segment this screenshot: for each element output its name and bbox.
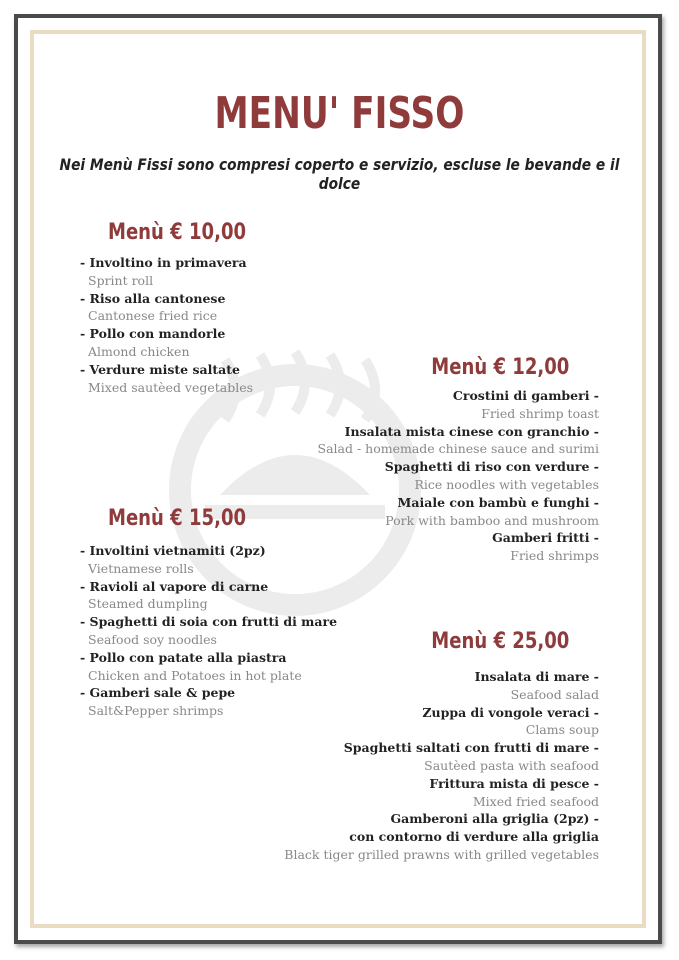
menu-item-desc: Pork with bamboo and mushroom	[385, 512, 599, 528]
page-title: MENU' FISSO	[214, 88, 465, 139]
menu-item-dish: Crostini di gamberi -	[452, 388, 599, 403]
menu-item-desc: Sprint roll	[88, 272, 154, 288]
menu-item-desc: Seafood soy noodles	[88, 631, 217, 647]
menu-item-dish: - Gamberi sale & pepe	[80, 685, 236, 701]
menu-item-dish: Insalata di mare -	[474, 669, 599, 684]
menu-item-dish: Frittura mista di pesce -	[429, 775, 599, 791]
menu-item-dish: Spaghetti saltati con frutti di mare -	[343, 740, 599, 756]
menu-25-list	[284, 668, 599, 864]
menu-item-dish: - Involtini vietnamiti (2pz)	[80, 543, 266, 558]
menu-10-list	[80, 254, 253, 396]
menu-item-dish: Gamberi fritti -	[492, 530, 599, 546]
menu-item-desc: Steamed dumpling	[88, 596, 208, 612]
menu-10-heading: Menù € 10,00	[108, 220, 247, 245]
menu-item-dish: Maiale con bambù e funghi -	[397, 494, 599, 510]
menu-item-dish: Gamberoni alla griglia (2pz) -	[390, 811, 599, 827]
menu-item-desc: Black tiger grilled prawns with grilled vegetables	[284, 846, 599, 862]
menu-item-desc: Fried shrimps	[510, 548, 599, 564]
menu-item-dish: Zuppa di vongole veraci -	[422, 704, 599, 720]
menu-item-dish: Insalata mista cinese con granchio -	[344, 423, 599, 439]
menu-item-desc: Salt&Pepper shrimps	[88, 703, 224, 719]
menu-item-desc: Mixed fried seafood	[472, 793, 599, 809]
menu-item-desc: Clams soup	[525, 722, 599, 738]
menu-item-desc: Rice noodles with vegetables	[414, 476, 599, 492]
menu-item-dish: - Verdure miste saltate	[80, 361, 240, 377]
menu-12-heading: Menù € 12,00	[430, 355, 569, 380]
menu-item-desc: Fried shrimp toast	[481, 405, 599, 421]
menu-item-dish: - Pollo con mandorle	[80, 326, 226, 342]
menu-item-desc: Vietnamese rolls	[88, 560, 194, 576]
menu-item-desc: Seafood salad	[510, 686, 599, 702]
menu-item-desc: Mixed sautèed vegetables	[88, 379, 254, 395]
menu-item-desc: Cantonese fried rice	[88, 308, 218, 324]
menu-item-desc: Almond chicken	[88, 343, 190, 359]
menu-item-desc: Sautèed pasta with seafood	[424, 757, 599, 773]
menu-item-dish: - Riso alla cantonese	[80, 290, 226, 306]
menu-25-heading: Menù € 25,00	[430, 629, 569, 654]
menu-item-dish: - Spaghetti di soia con frutti di mare	[80, 614, 338, 630]
menu-item-dish: - Ravioli al vapore di carne	[80, 578, 269, 594]
menu-12-list	[318, 387, 599, 565]
menu-item-dish: - Pollo con patate alla piastra	[80, 649, 287, 665]
menu-item-desc: Chicken and Potatoes in hot plate	[88, 667, 302, 683]
menu-item-desc: Salad - homemade chinese sauce and surimi	[317, 441, 599, 457]
menu-15-heading: Menù € 15,00	[108, 506, 247, 531]
page-subtitle: Nei Menù Fissi sono compresi coperto e servizio, escluse le bevande e il dolce	[59, 155, 620, 193]
menu-item-dish: Spaghetti di riso con verdure -	[384, 459, 599, 475]
menu-item-dish: - Involtino in primavera	[80, 255, 247, 270]
menu-item-dish-continued: con contorno di verdure alla griglia	[349, 829, 599, 845]
